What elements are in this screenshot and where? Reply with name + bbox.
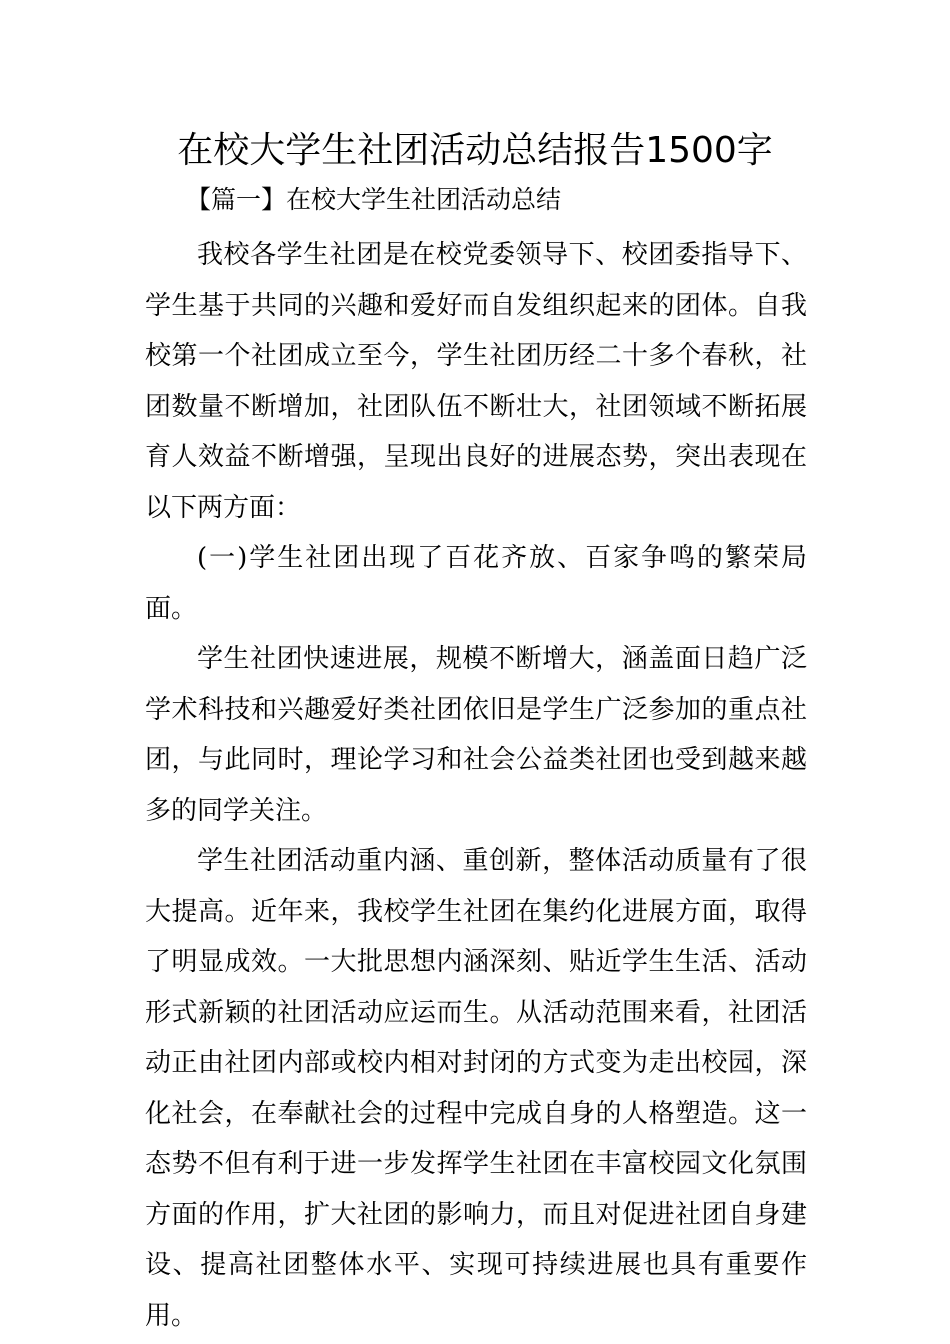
paragraph-intro: 我校各学生社团是在校党委领导下、校团委指导下、学生基于共同的兴趣和爱好而自发组织起来的团体。自我校第一个社团成立至今，学生社团历经二十多个春秋，社团数量不断增加，社团队伍不断壮大，社团领域不断拓展育人效益不断增强，呈现出良好的进展态势，突出表现在以下两方面：	[145, 240, 807, 523]
paragraph-quality: 学生社团活动重内涵、重创新，整体活动质量有了很大提高。近年来，我校学生社团在集约化进展方面，取得了明显成效。一大批思想内涵深刻、贴近学生生活、活动形式新颖的社团活动应运而生。从活动范围来看，社团活动正由社团内部或校内相对封闭的方式变为走出校园，深化社会，在奉献社会的过程中完成自身的人格塑造。这一态势不但有利于进一步发挥学生社团在丰富校园文化氛围方面的作用，扩大社团的影响力，而且对促进社团自身建设、提高社团整体水平、实现可持续进展也具有重要作用。	[145, 846, 807, 1331]
section-heading: 【篇一】在校大学生社团活动总结	[186, 185, 562, 214]
document-body	[145, 230, 807, 1341]
paragraph-growth: 学生社团快速进展，规模不断增大，涵盖面日趋广泛学术科技和兴趣爱好类社团依旧是学生广泛参加的重点社团，与此同时，理论学习和社会公益类社团也受到越来越多的同学关注。	[145, 644, 807, 826]
document-title: 在校大学生社团活动总结报告1500字	[177, 130, 773, 171]
paragraph-point-one: (一)学生社团出现了百花齐放、百家争鸣的繁荣局面。	[145, 543, 807, 624]
